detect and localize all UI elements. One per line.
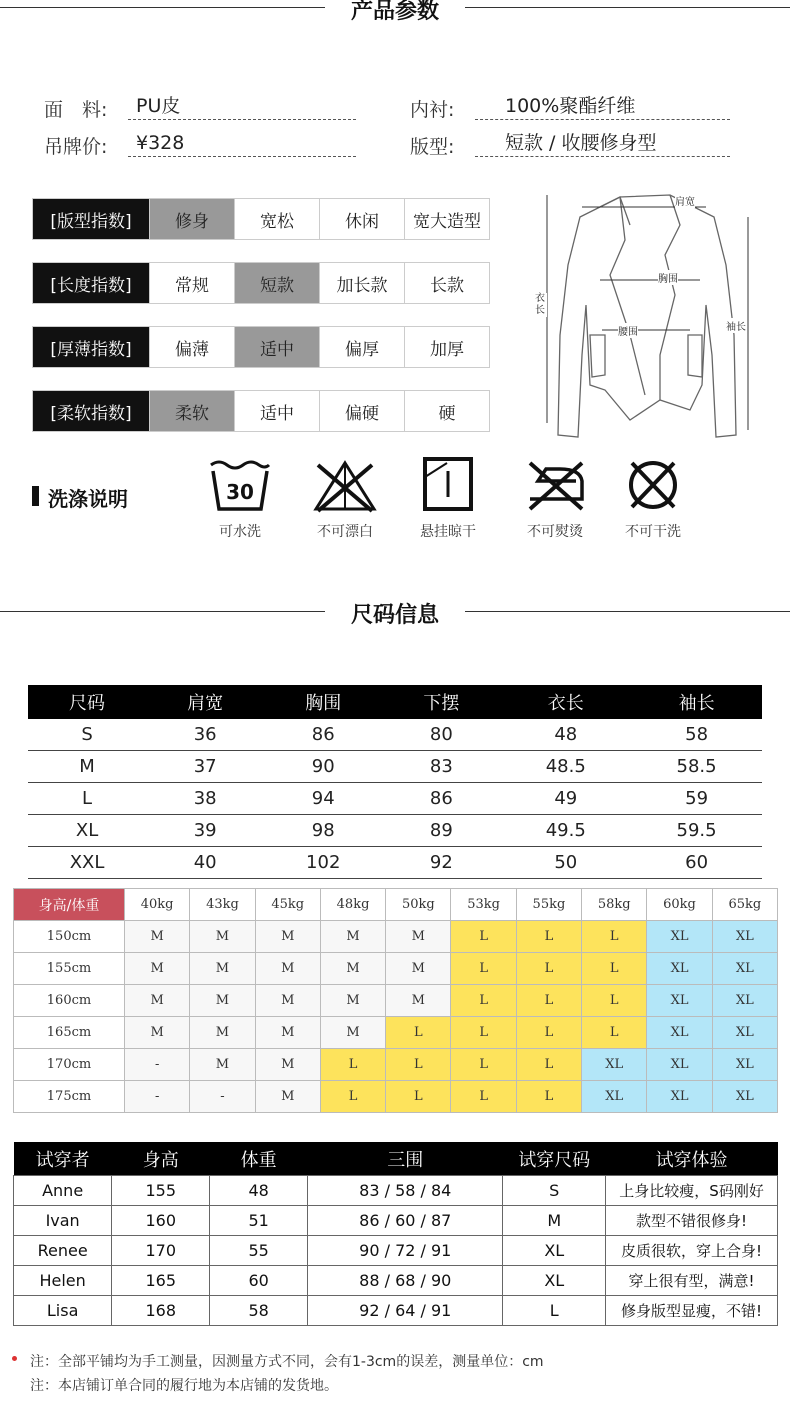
index-option-selected: 短款 — [234, 263, 319, 303]
trial-cell: 58 — [210, 1296, 308, 1326]
size-recommendation-cell: L — [582, 1017, 647, 1049]
size-recommendation-cell: L — [386, 1081, 451, 1113]
size-header-cell: 胸围 — [264, 685, 382, 719]
shoulder-label: 肩宽 — [675, 193, 695, 208]
size-cell: 49 — [500, 783, 631, 815]
table-row — [28, 847, 762, 879]
no-dry-clean-icon — [620, 455, 686, 515]
trial-cell: 168 — [112, 1296, 210, 1326]
size-cell: 58 — [631, 719, 762, 751]
trial-cell: 51 — [210, 1206, 308, 1236]
jacket-outline-icon — [530, 185, 770, 445]
fit-value: 短款 / 收腰修身型 — [475, 132, 730, 157]
size-cell: 39 — [146, 815, 264, 847]
size-recommendation-cell: XL — [647, 1017, 712, 1049]
material-value: PU皮 — [128, 95, 356, 120]
size-recommendation-cell: M — [190, 921, 255, 953]
size-cell: 48.5 — [500, 751, 631, 783]
size-cell: 36 — [146, 719, 264, 751]
size-recommendation-cell: M — [255, 1017, 320, 1049]
size-cell: 86 — [264, 719, 382, 751]
size-recommendation-cell: M — [320, 1017, 385, 1049]
wash-label-0: 可水洗 — [219, 524, 261, 540]
section-divider-left — [0, 7, 325, 8]
size-cell: 59.5 — [631, 815, 762, 847]
index-option: 加厚 — [404, 327, 489, 367]
size-header-cell: 尺码 — [28, 685, 146, 719]
size-cell: 98 — [264, 815, 382, 847]
trial-cell: Lisa — [14, 1296, 112, 1326]
trial-cell: 上身比较瘦，S码刚好 — [606, 1176, 778, 1206]
trial-header-cell: 试穿体验 — [606, 1142, 778, 1176]
weight-header-cell: 55kg — [516, 889, 581, 921]
size-header-cell: 下摆 — [382, 685, 500, 719]
size-cell: S — [28, 719, 146, 751]
size-cell: 37 — [146, 751, 264, 783]
size-recommendation-cell: L — [516, 1049, 581, 1081]
section-divider-left — [0, 611, 325, 612]
size-recommendation-cell: L — [516, 1081, 581, 1113]
size-recommendation-cell: M — [190, 1017, 255, 1049]
height-cell: 160cm — [14, 985, 125, 1017]
size-recommendation-cell: XL — [647, 953, 712, 985]
wash-item-no-iron — [510, 455, 600, 541]
size-recommendation-cell: L — [582, 921, 647, 953]
wash-item-no-bleach — [300, 455, 390, 541]
size-cell: 38 — [146, 783, 264, 815]
size-cell: 86 — [382, 783, 500, 815]
wash-item-hand-wash — [195, 455, 285, 541]
trial-cell: 160 — [112, 1206, 210, 1236]
note-line-2: 注：本店铺订单合同的履行地为本店铺的发货地。 — [30, 1378, 338, 1394]
table-row — [14, 1049, 778, 1081]
size-recommendation-cell: M — [320, 953, 385, 985]
params-section-title: 产品参数 — [350, 0, 439, 24]
size-cell: 60 — [631, 847, 762, 879]
height-cell: 175cm — [14, 1081, 125, 1113]
price-label: 吊牌价: — [44, 136, 108, 158]
size-recommendation-cell: M — [386, 985, 451, 1017]
size-recommendation-cell: M — [125, 985, 190, 1017]
size-recommendation-cell: L — [386, 1017, 451, 1049]
wash-label-2: 悬挂晾干 — [420, 524, 476, 540]
sleeve-label: 袖长 — [726, 318, 746, 333]
size-cell: 90 — [264, 751, 382, 783]
index-row-title: [版型指数] — [33, 199, 149, 239]
trial-cell: Ivan — [14, 1206, 112, 1236]
trial-cell: 170 — [112, 1236, 210, 1266]
size-recommendation-cell: XL — [712, 921, 777, 953]
table-row — [14, 1176, 778, 1206]
size-recommendation-cell: XL — [582, 1049, 647, 1081]
index-option: 硬 — [404, 391, 489, 431]
trial-cell: L — [503, 1296, 606, 1326]
size-cell: L — [28, 783, 146, 815]
size-cell: 92 — [382, 847, 500, 879]
trial-cell: Renee — [14, 1236, 112, 1266]
table-row — [14, 1017, 778, 1049]
wash-label-3: 不可熨烫 — [527, 524, 583, 540]
table-row — [14, 1236, 778, 1266]
size-recommendation-cell: M — [386, 953, 451, 985]
size-recommendation-cell: - — [190, 1081, 255, 1113]
weight-header-cell: 45kg — [255, 889, 320, 921]
length-label: 衣长 — [535, 293, 545, 316]
height-cell: 170cm — [14, 1049, 125, 1081]
index-option-selected: 适中 — [234, 327, 319, 367]
size-cell: 40 — [146, 847, 264, 879]
wash-item-hang-dry — [403, 455, 493, 541]
size-recommendation-cell: L — [451, 1049, 516, 1081]
weight-header-cell: 48kg — [320, 889, 385, 921]
size-header-cell: 肩宽 — [146, 685, 264, 719]
size-recommendation-cell: L — [451, 985, 516, 1017]
height-weight-corner: 身高/体重 — [14, 889, 125, 921]
size-cell: 48 — [500, 719, 631, 751]
hang-dry-icon — [415, 455, 481, 515]
size-cell: 94 — [264, 783, 382, 815]
trial-cell: 86 / 60 / 87 — [308, 1206, 503, 1236]
no-iron-icon — [520, 455, 590, 515]
size-recommendation-cell: XL — [582, 1081, 647, 1113]
height-cell: 155cm — [14, 953, 125, 985]
trial-cell: Helen — [14, 1266, 112, 1296]
size-cell: 102 — [264, 847, 382, 879]
size-recommendation-cell: - — [125, 1081, 190, 1113]
trial-table — [13, 1142, 778, 1326]
size-recommendation-cell: XL — [712, 985, 777, 1017]
table-row — [14, 921, 778, 953]
price-value: ¥328 — [128, 132, 356, 157]
size-recommendation-cell: L — [320, 1049, 385, 1081]
index-row — [32, 390, 490, 432]
trial-cell: 88 / 68 / 90 — [308, 1266, 503, 1296]
trial-cell: 83 / 58 / 84 — [308, 1176, 503, 1206]
table-row — [14, 1206, 778, 1236]
trial-cell: M — [503, 1206, 606, 1236]
size-recommendation-cell: L — [582, 953, 647, 985]
size-recommendation-cell: M — [386, 921, 451, 953]
table-row — [14, 985, 778, 1017]
index-option: 宽大造型 — [404, 199, 489, 239]
wash-temp: 30 — [226, 480, 254, 504]
size-cell: 50 — [500, 847, 631, 879]
size-recommendation-cell: L — [451, 921, 516, 953]
index-option: 休闲 — [319, 199, 404, 239]
index-option: 长款 — [404, 263, 489, 303]
size-recommendation-cell: XL — [647, 921, 712, 953]
lining-value: 100%聚酯纤维 — [475, 95, 730, 120]
table-row — [28, 815, 762, 847]
wash-label-1: 不可漂白 — [317, 524, 373, 540]
trial-cell: 48 — [210, 1176, 308, 1206]
size-recommendation-cell: M — [190, 985, 255, 1017]
size-cell: 83 — [382, 751, 500, 783]
trial-table-header — [14, 1142, 778, 1176]
size-recommendation-cell: XL — [712, 953, 777, 985]
table-row — [28, 719, 762, 751]
size-recommendation-cell: M — [320, 985, 385, 1017]
size-recommendation-cell: L — [451, 1081, 516, 1113]
size-table — [28, 685, 762, 879]
trial-cell: 穿上很有型，满意! — [606, 1266, 778, 1296]
size-recommendation-cell: XL — [647, 985, 712, 1017]
no-bleach-icon — [310, 455, 380, 515]
trial-cell: 皮质很软，穿上合身! — [606, 1236, 778, 1266]
table-row — [14, 1296, 778, 1326]
index-row — [32, 326, 490, 368]
trial-header-cell: 试穿尺码 — [503, 1142, 606, 1176]
size-recommendation-cell: - — [125, 1049, 190, 1081]
size-recommendation-cell: L — [451, 953, 516, 985]
size-cell: XXL — [28, 847, 146, 879]
index-option: 常规 — [149, 263, 234, 303]
size-recommendation-cell: M — [255, 921, 320, 953]
note-bullet — [12, 1356, 17, 1361]
index-option: 宽松 — [234, 199, 319, 239]
weight-header-cell: 65kg — [712, 889, 777, 921]
trial-cell: 60 — [210, 1266, 308, 1296]
weight-header-cell: 58kg — [582, 889, 647, 921]
size-recommendation-cell: L — [320, 1081, 385, 1113]
weight-header-cell: 53kg — [451, 889, 516, 921]
size-recommendation-cell: XL — [712, 1081, 777, 1113]
table-row — [14, 889, 778, 921]
size-cell: 58.5 — [631, 751, 762, 783]
size-recommendation-cell: L — [386, 1049, 451, 1081]
size-recommendation-cell: M — [125, 1017, 190, 1049]
index-option: 适中 — [234, 391, 319, 431]
trial-cell: 修身版型显瘦，不错! — [606, 1296, 778, 1326]
size-recommendation-cell: L — [516, 921, 581, 953]
wash-title: 洗涤说明 — [48, 487, 128, 511]
size-cell: XL — [28, 815, 146, 847]
wash-label-4: 不可干洗 — [625, 524, 681, 540]
note-line-1: 注：全部平铺均为手工测量，因测量方式不同，会有1-3cm的误差，测量单位：cm — [30, 1354, 544, 1370]
trial-cell: XL — [503, 1266, 606, 1296]
trial-cell: XL — [503, 1236, 606, 1266]
index-option: 偏硬 — [319, 391, 404, 431]
size-cell: M — [28, 751, 146, 783]
size-table-header — [28, 685, 762, 719]
table-row — [14, 1266, 778, 1296]
section-divider-right — [465, 7, 790, 8]
height-weight-table — [13, 888, 778, 1113]
trial-cell: Anne — [14, 1176, 112, 1206]
size-recommendation-cell: L — [451, 1017, 516, 1049]
weight-header-cell: 50kg — [386, 889, 451, 921]
index-row — [32, 262, 490, 304]
size-section-title: 尺码信息 — [350, 603, 439, 628]
chest-label: 胸围 — [658, 270, 678, 285]
material-label: 面 料: — [44, 99, 108, 121]
index-row-title: [厚薄指数] — [33, 327, 149, 367]
wash-30-icon — [207, 455, 273, 515]
size-recommendation-cell: L — [516, 953, 581, 985]
index-option: 偏厚 — [319, 327, 404, 367]
index-option-selected: 修身 — [149, 199, 234, 239]
height-cell: 150cm — [14, 921, 125, 953]
weight-header-cell: 40kg — [125, 889, 190, 921]
trial-cell: 92 / 64 / 91 — [308, 1296, 503, 1326]
weight-header-cell: 60kg — [647, 889, 712, 921]
size-recommendation-cell: M — [255, 1081, 320, 1113]
trial-cell: 55 — [210, 1236, 308, 1266]
garment-diagram — [530, 185, 770, 445]
size-recommendation-cell: XL — [647, 1081, 712, 1113]
size-recommendation-cell: M — [190, 1049, 255, 1081]
table-row — [28, 751, 762, 783]
index-row-title: [长度指数] — [33, 263, 149, 303]
trial-header-cell: 三围 — [308, 1142, 503, 1176]
size-recommendation-cell: M — [320, 921, 385, 953]
index-row-title: [柔软指数] — [33, 391, 149, 431]
size-recommendation-cell: L — [516, 1017, 581, 1049]
trial-cell: 90 / 72 / 91 — [308, 1236, 503, 1266]
trial-header-cell: 体重 — [210, 1142, 308, 1176]
size-cell: 80 — [382, 719, 500, 751]
size-recommendation-cell: M — [255, 953, 320, 985]
lining-label: 内衬: — [410, 99, 455, 121]
section-divider-right — [465, 611, 790, 612]
trial-cell: 155 — [112, 1176, 210, 1206]
size-recommendation-cell: M — [255, 1049, 320, 1081]
trial-cell: S — [503, 1176, 606, 1206]
size-cell: 49.5 — [500, 815, 631, 847]
size-recommendation-cell: M — [125, 921, 190, 953]
size-recommendation-cell: XL — [647, 1049, 712, 1081]
size-recommendation-cell: M — [125, 953, 190, 985]
table-row — [28, 783, 762, 815]
size-recommendation-cell: XL — [712, 1049, 777, 1081]
wash-title-marker — [32, 486, 39, 506]
size-cell: 89 — [382, 815, 500, 847]
size-recommendation-cell: M — [255, 985, 320, 1017]
table-row — [14, 1081, 778, 1113]
index-option: 偏薄 — [149, 327, 234, 367]
size-recommendation-cell: XL — [712, 1017, 777, 1049]
weight-header-cell: 43kg — [190, 889, 255, 921]
index-option: 加长款 — [319, 263, 404, 303]
height-cell: 165cm — [14, 1017, 125, 1049]
trial-cell: 165 — [112, 1266, 210, 1296]
wash-item-no-dry-clean — [608, 455, 698, 541]
trial-header-cell: 身高 — [112, 1142, 210, 1176]
index-option-selected: 柔软 — [149, 391, 234, 431]
size-recommendation-cell: L — [516, 985, 581, 1017]
size-recommendation-cell: M — [190, 953, 255, 985]
trial-cell: 款型不错很修身! — [606, 1206, 778, 1236]
table-row — [14, 953, 778, 985]
waist-label: 腰围 — [618, 323, 638, 338]
size-cell: 59 — [631, 783, 762, 815]
trial-header-cell: 试穿者 — [14, 1142, 112, 1176]
size-header-cell: 衣长 — [500, 685, 631, 719]
size-recommendation-cell: L — [582, 985, 647, 1017]
fit-label: 版型: — [410, 136, 455, 158]
index-row — [32, 198, 490, 240]
size-header-cell: 袖长 — [631, 685, 762, 719]
